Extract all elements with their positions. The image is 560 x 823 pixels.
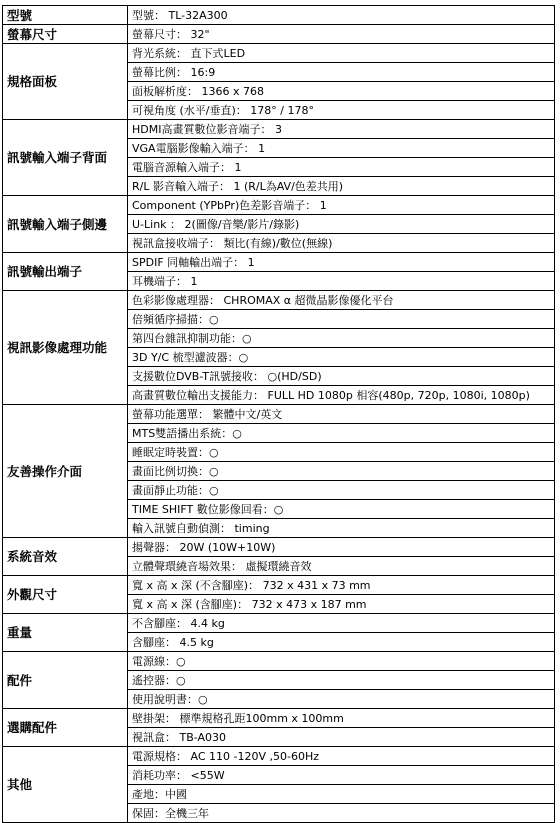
spec-value: 使用說明書：○ — [128, 690, 555, 709]
spec-value: 消耗功率： <55W — [128, 766, 555, 785]
spec-value: MTS雙語播出系統：○ — [128, 424, 555, 443]
spec-value: 立體聲環繞音場效果： 虛擬環繞音效 — [128, 557, 555, 576]
spec-table — [2, 5, 555, 823]
spec-value: Component (YPbPr)色差影音端子： 1 — [128, 196, 555, 215]
spec-row — [3, 614, 555, 633]
spec-row — [3, 44, 555, 63]
category-label: 訊號輸出端子 — [3, 253, 128, 291]
category-label: 螢幕尺寸 — [3, 25, 128, 44]
spec-value: 螢幕功能選單： 繁體中文/英文 — [128, 405, 555, 424]
spec-value: 畫面比例切換：○ — [128, 462, 555, 481]
spec-value: R/L 影音輸入端子： 1 (R/L為AV/色差共用) — [128, 177, 555, 196]
category-label: 其他 — [3, 747, 128, 823]
spec-row — [3, 747, 555, 766]
spec-value: 耳機端子： 1 — [128, 272, 555, 291]
spec-value: 遙控器：○ — [128, 671, 555, 690]
spec-value: 輸入訊號自動偵測： timing — [128, 519, 555, 538]
spec-row — [3, 6, 555, 25]
spec-value: 畫面靜止功能：○ — [128, 481, 555, 500]
spec-value: 睡眠定時裝置：○ — [128, 443, 555, 462]
spec-value: 型號： TL-32A300 — [128, 6, 555, 25]
spec-value: 揚聲器： 20W (10W+10W) — [128, 538, 555, 557]
spec-row — [3, 652, 555, 671]
spec-value: 支援數位DVB-T訊號接收： ○(HD/SD) — [128, 367, 555, 386]
spec-value: 第四台雜訊抑制功能：○ — [128, 329, 555, 348]
spec-value: 電源規格： AC 110 -120V ,50-60Hz — [128, 747, 555, 766]
category-label: 訊號輸入端子側邊 — [3, 196, 128, 253]
spec-table-body — [3, 6, 555, 823]
category-label: 規格面板 — [3, 44, 128, 120]
spec-value: 壁掛架： 標準規格孔距100mm x 100mm — [128, 709, 555, 728]
spec-row — [3, 291, 555, 310]
spec-value: 電源線：○ — [128, 652, 555, 671]
spec-row — [3, 576, 555, 595]
spec-row — [3, 253, 555, 272]
spec-value: 螢幕比例： 16:9 — [128, 63, 555, 82]
spec-value: 寬 x 高 x 深 (不含腳座)： 732 x 431 x 73 mm — [128, 576, 555, 595]
spec-value: HDMI高畫質數位影音端子： 3 — [128, 120, 555, 139]
spec-value: 面板解析度： 1366 x 768 — [128, 82, 555, 101]
spec-value: 視訊盒： TB-A030 — [128, 728, 555, 747]
spec-value: 不含腳座： 4.4 kg — [128, 614, 555, 633]
spec-row — [3, 196, 555, 215]
spec-value: TIME SHIFT 數位影像回看：○ — [128, 500, 555, 519]
spec-value: 螢幕尺寸： 32" — [128, 25, 555, 44]
spec-value: 電腦音源輸入端子： 1 — [128, 158, 555, 177]
spec-value: 保固：全機三年 — [128, 804, 555, 823]
spec-value: SPDIF 同軸輸出端子： 1 — [128, 253, 555, 272]
category-label: 外觀尺寸 — [3, 576, 128, 614]
category-label: 配件 — [3, 652, 128, 709]
spec-value: 產地：中國 — [128, 785, 555, 804]
spec-value: 背光系統： 直下式LED — [128, 44, 555, 63]
spec-row — [3, 405, 555, 424]
spec-value: 3D Y/C 梳型濾波器：○ — [128, 348, 555, 367]
spec-value: 可視角度 (水平/垂直)： 178° / 178° — [128, 101, 555, 120]
category-label: 系統音效 — [3, 538, 128, 576]
spec-value: VGA電腦影像輸入端子： 1 — [128, 139, 555, 158]
spec-value: 色彩影像處理器： CHROMAX α 超微晶影像優化平台 — [128, 291, 555, 310]
spec-value: 高畫質數位輸出支援能力： FULL HD 1080p 相容(480p, 720p, 1080i, 1080p) — [128, 386, 555, 405]
spec-row — [3, 25, 555, 44]
category-label: 友善操作介面 — [3, 405, 128, 538]
category-label: 重量 — [3, 614, 128, 652]
spec-row — [3, 538, 555, 557]
category-label: 視訊影像處理功能 — [3, 291, 128, 405]
category-label: 訊號輸入端子背面 — [3, 120, 128, 196]
spec-row — [3, 120, 555, 139]
spec-value: 倍頻循序掃描：○ — [128, 310, 555, 329]
spec-value: 寬 x 高 x 深 (含腳座)： 732 x 473 x 187 mm — [128, 595, 555, 614]
spec-value: 含腳座： 4.5 kg — [128, 633, 555, 652]
category-label: 選購配件 — [3, 709, 128, 747]
category-label: 型號 — [3, 6, 128, 25]
spec-row — [3, 709, 555, 728]
spec-value: 視訊盒接收端子： 類比(有線)/數位(無線) — [128, 234, 555, 253]
spec-value: U-Link ： 2(圖像/音樂/影片/錄影) — [128, 215, 555, 234]
